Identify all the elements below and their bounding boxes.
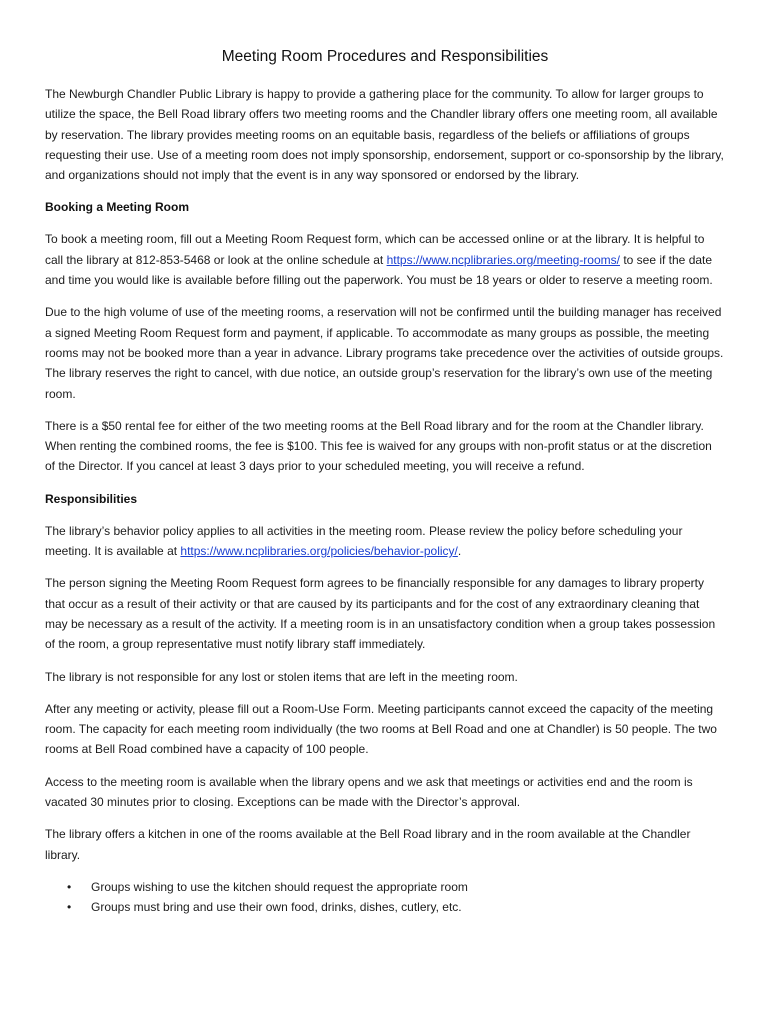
booking-p1-text-before: To book a meeting room, fill out a Meeting Room Request form, which can be accessed online or at the library. It is helpful to call the library at 812-853-5468 or look at the online schedule at — [45, 232, 705, 267]
page-title: Meeting Room Procedures and Responsibilities — [221, 48, 549, 65]
responsibilities-heading: Responsibilities — [45, 491, 138, 506]
booking-heading: Booking a Meeting Room — [45, 200, 189, 215]
resp-p1-text-before: The library’s behavior policy applies to all activities in the meeting room. Please review the policy before scheduling your meeting. It is available at — [45, 523, 683, 559]
responsibilities-paragraph-1 — [45, 521, 725, 562]
behavior-policy-link[interactable]: https://www.ncplibraries.org/policies/behavior-policy/ — [180, 544, 458, 559]
responsibilities-paragraph-6: The library offers a kitchen in one of the rooms available at the Bell Road library and in the room available at the Chandler library. — [45, 827, 691, 862]
list-item-text: Groups wishing to use the kitchen should request the appropriate room — [91, 879, 468, 894]
intro-paragraph: The Newburgh Chandler Public Library is happy to provide a gathering place for the community. To allow for larger groups to utilize the space, the Bell Road library offers two meeting rooms and the Chandler library offers one meeting room, all available by reservation. The library provides meeting rooms on an equitable basis, regardless of the beliefs or affiliations of groups requesting their use. Use of a meeting room does not imply sponsorship, endorsement, support or co-sponsorship by the library, and organizations should not imply that the event is in any way sponsored or endorsed by the library. — [45, 87, 724, 183]
list-item-text: Groups must bring and use their own food, drinks, dishes, cutlery, etc. — [91, 900, 462, 915]
booking-paragraph-2: Due to the high volume of use of the meeting rooms, a reservation will not be confirmed until the building manager has received a signed Meeting Room Request form and payment, if applicable. To accommodate as many groups as possible, the meeting rooms may not be booked more than a year in advance. Library programs take precedence over the activities of outside groups. The library reserves the right to cancel, with due notice, an outside group’s reservation for the library’s own use of the meeting room. — [45, 305, 724, 401]
meeting-rooms-link[interactable]: https://www.ncplibraries.org/meeting-rooms/ — [386, 252, 620, 267]
bullet-icon: • — [67, 879, 72, 894]
booking-paragraph-1 — [45, 229, 725, 290]
booking-p1-text-after: to see if the date and time you would like is available before filling out the paperwork. You must be 18 years or older to reserve a meeting room. — [45, 252, 713, 288]
kitchen-bullet-list — [45, 877, 725, 918]
responsibilities-paragraph-4: After any meeting or activity, please fill out a Room-Use Form. Meeting participants cannot exceed the capacity of the meeting room. The capacity for each meeting room individually (the two rooms at Bell Road and one at Chandler) is 50 people. The two rooms at Bell Road combined have a capacity of 100 people. — [45, 701, 717, 757]
responsibilities-paragraph-5: Access to the meeting room is available when the library opens and we ask that meetings or activities end and the room is vacated 30 minutes prior to closing. Exceptions can be made with the Director’s approval. — [45, 774, 693, 810]
responsibilities-paragraph-3: The library is not responsible for any lost or stolen items that are left in the meeting room. — [45, 669, 518, 684]
booking-paragraph-3: There is a $50 rental fee for either of the two meeting rooms at the Bell Road library and for the room at the Chandler library. When renting the combined rooms, the fee is $100. This fee is waived for any groups with non-profit status or at the discretion of the Director. If you cancel at least 3 days prior to your scheduled meeting, you will receive a refund. — [45, 418, 712, 474]
list-item — [45, 877, 725, 898]
resp-p1-text-after: . — [457, 544, 462, 559]
list-item — [45, 897, 725, 918]
bullet-icon: • — [67, 900, 72, 915]
responsibilities-paragraph-2: The person signing the Meeting Room Request form agrees to be financially responsible for any damages to library property that occur as a result of their activity or that are caused by its participants and for the cost of any extraordinary cleaning that may be necessary as a result of the activity. If a meeting room is in an unsatisfactory condition when a group takes possession of the room, a group representative must notify library staff immediately. — [45, 576, 716, 652]
